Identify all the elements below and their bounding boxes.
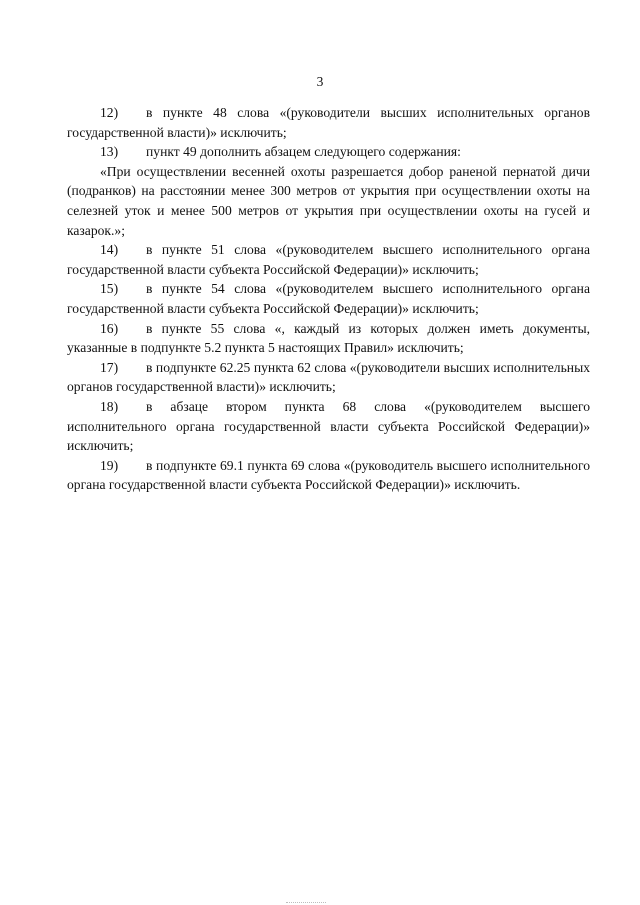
- item-number: 12): [100, 105, 119, 120]
- list-item-18: [67, 397, 590, 456]
- item-text: в пункте 51 слова «(руководителем высшего исполнительного органа государственной власти субъекта Российской Федерации)» исключить;: [67, 242, 590, 277]
- item-text: в абзаце втором пункта 68 слова «(руководителем высшего исполнительного органа государственной власти субъекта Российской Федерации)» исключить;: [67, 398, 590, 454]
- list-item-16: [67, 319, 590, 358]
- item-text: в пункте 48 слова «(руководители высших исполнительных органов государственной власти)» исключить;: [67, 105, 590, 140]
- list-item-17: [67, 358, 590, 397]
- item-number: 17): [100, 359, 119, 375]
- item-number: 16): [100, 320, 119, 336]
- item-text: в пункте 54 слова «(руководителем высшего исполнительного органа государственной власти субъекта Российской Федерации)» исключить;: [67, 281, 590, 316]
- item-number: 19): [100, 457, 119, 473]
- list-item-13: [67, 142, 590, 162]
- list-item-15: [67, 279, 590, 318]
- quoted-paragraph: «При осуществлении весенней охоты разрешается добор раненой пернатой дичи (подранков) на расстоянии менее 300 метров от укрытия при осуществлении охоты на селезней уток и менее 500 метров от укрытия при осуществлении охоты на гусей и казарок.»;: [67, 163, 590, 238]
- item-number: 13): [100, 144, 119, 160]
- item-text: в пункте 55 слова «, каждый из которых должен иметь документы, указанные в подпункте 5.2 пункта 5 настоящих Правил» исключить;: [67, 320, 590, 356]
- item-text: в подпункте 62.25 пункта 62 слова «(руководители высших исполнительных органов государственной власти)» исключить;: [67, 359, 590, 395]
- item-text: в подпункте 69.1 пункта 69 слова «(руководитель высшего исполнительного органа государственной власти субъекта Российской Федерации)» исключить.: [67, 457, 590, 493]
- item-text: пункт 49 дополнить абзацем следующего содержания:: [146, 144, 461, 160]
- list-item-19: [67, 456, 590, 495]
- page-number: 3: [316, 74, 324, 89]
- document-body: [67, 103, 590, 495]
- item-number: 15): [100, 281, 119, 297]
- list-item-14: [67, 240, 590, 279]
- item-number: 18): [100, 398, 119, 414]
- item-number: 14): [100, 242, 119, 258]
- list-item-12: [67, 103, 590, 142]
